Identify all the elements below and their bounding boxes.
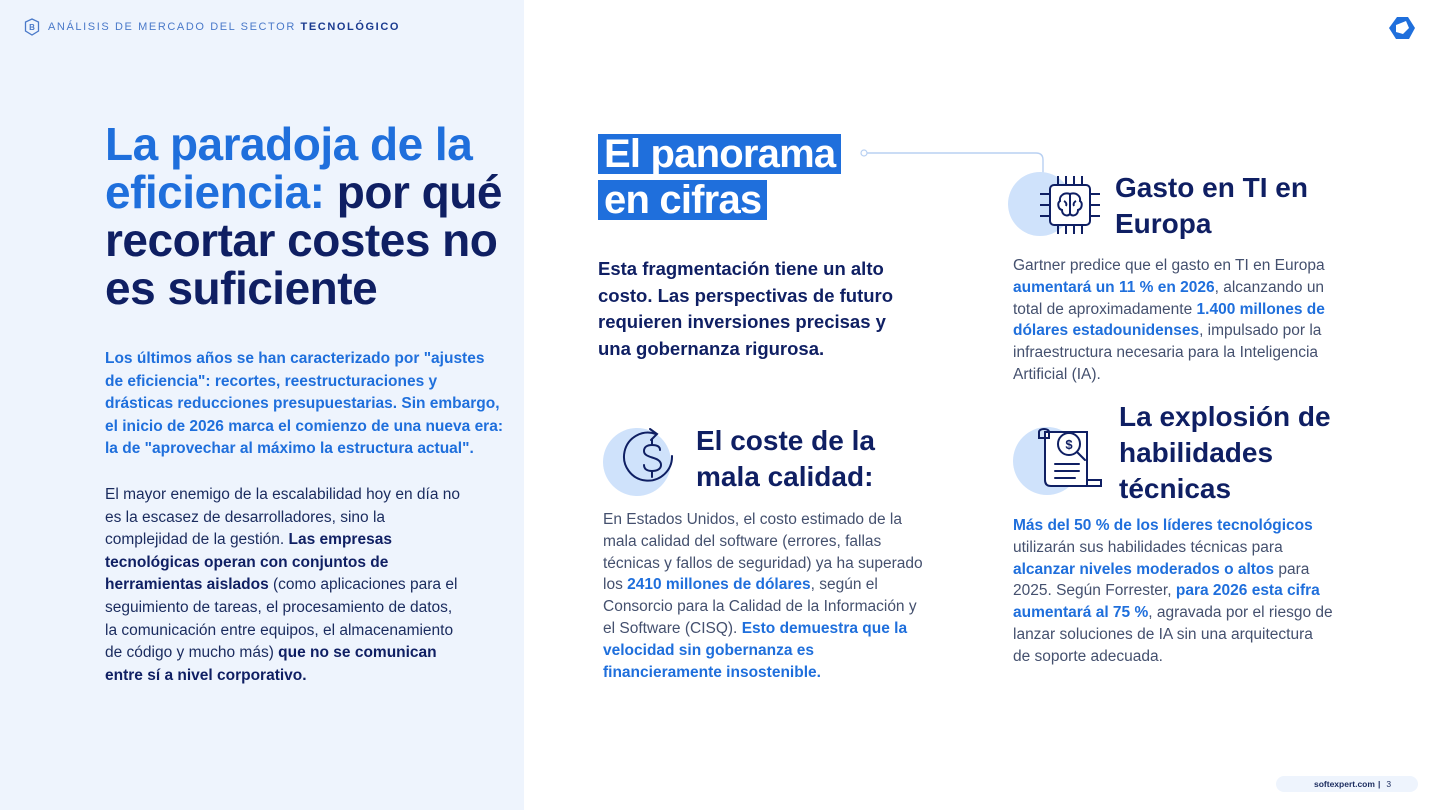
panorama-intro: Esta fragmentación tiene un alto costo. Las perspectivas de futuro requieren inversiones precisas y una gobernanza rigurosa. [598, 258, 894, 359]
header [24, 18, 400, 36]
footer: softexpert.com | 3 [1276, 776, 1418, 792]
dollar-refresh-icon [620, 426, 684, 496]
page-number: 3 [1386, 779, 1392, 789]
brand-logo-icon [1388, 15, 1416, 41]
coste-title: El coste de la mala calidad: [696, 425, 875, 492]
habilidades-body: Más del 50 % de los líderes tecnológicos utilizarán sus habilidades técnicas para alcanzar niveles moderados o altos para 2025. Según Forrester, para 2026 esta cifra aumentará al 75 %, agravada por el riesgo de lanzar soluciones de IA sin una arquitectura de soporte adecuada. [1013, 517, 1333, 665]
header-title: ANÁLISIS DE MERCADO DEL SECTOR TECNOLÓGICO [48, 21, 401, 33]
svg-text:$: $ [1065, 437, 1073, 452]
connector-line [860, 148, 1050, 178]
section-heading-panorama: El panorama en cifras [598, 134, 841, 220]
page-title: La paradoja de la eficiencia: por qué recortar costes no es suficiente [105, 118, 502, 314]
svg-text:B: B [29, 23, 35, 32]
shield-bitcoin-icon [24, 18, 40, 36]
footer-site[interactable]: softexpert.com [1314, 779, 1375, 789]
habilidades-title: La explosión de habilidades técnicas [1119, 401, 1331, 504]
body-paragraph: El mayor enemigo de la escalabilidad hoy en día no es la escasez de desarrolladores, sino la complejidad de la gestión. Las empresas tecnológicas operan con conjuntos de herramientas aislados (como aplicaciones para el seguimiento de tareas, el procesamiento de datos, la comunicación entre equipos, el almacenamiento de código y mucho más) que no se comunican entre sí a nivel corporativo. [105, 486, 461, 684]
coste-body: En Estados Unidos, el costo estimado de la mala calidad del software (errores, fallas técnicas y fallos de seguridad) ya ha superado los 2410 millones de dólares, según el Consorcio para la Calidad de la Información y el Software (CISQ). Esto demuestra que la velocidad sin gobernanza es financieramente insostenible. [603, 511, 923, 681]
document-search-icon [1035, 424, 1107, 496]
gasto-body: Gartner predice que el gasto en TI en Europa aumentará un 11 % en 2026, alcanzando un total de aproximadamente 1.400 millones de dólares estadounidenses, impulsado por la infraestructura necesaria para la Inteligencia Artificial (IA). [1013, 257, 1325, 383]
ai-chip-brain-icon [1034, 170, 1106, 240]
gasto-title: Gasto en TI en Europa [1115, 172, 1308, 239]
intro-paragraph: Los últimos años se han caracterizado por "ajustes de eficiencia": recortes, reestructuraciones y drásticas reducciones presupuestarias. Sin embargo, el inicio de 2026 marca el comienzo de una nueva era: la de "aprovechar al máximo la estructura actual". [105, 350, 503, 458]
